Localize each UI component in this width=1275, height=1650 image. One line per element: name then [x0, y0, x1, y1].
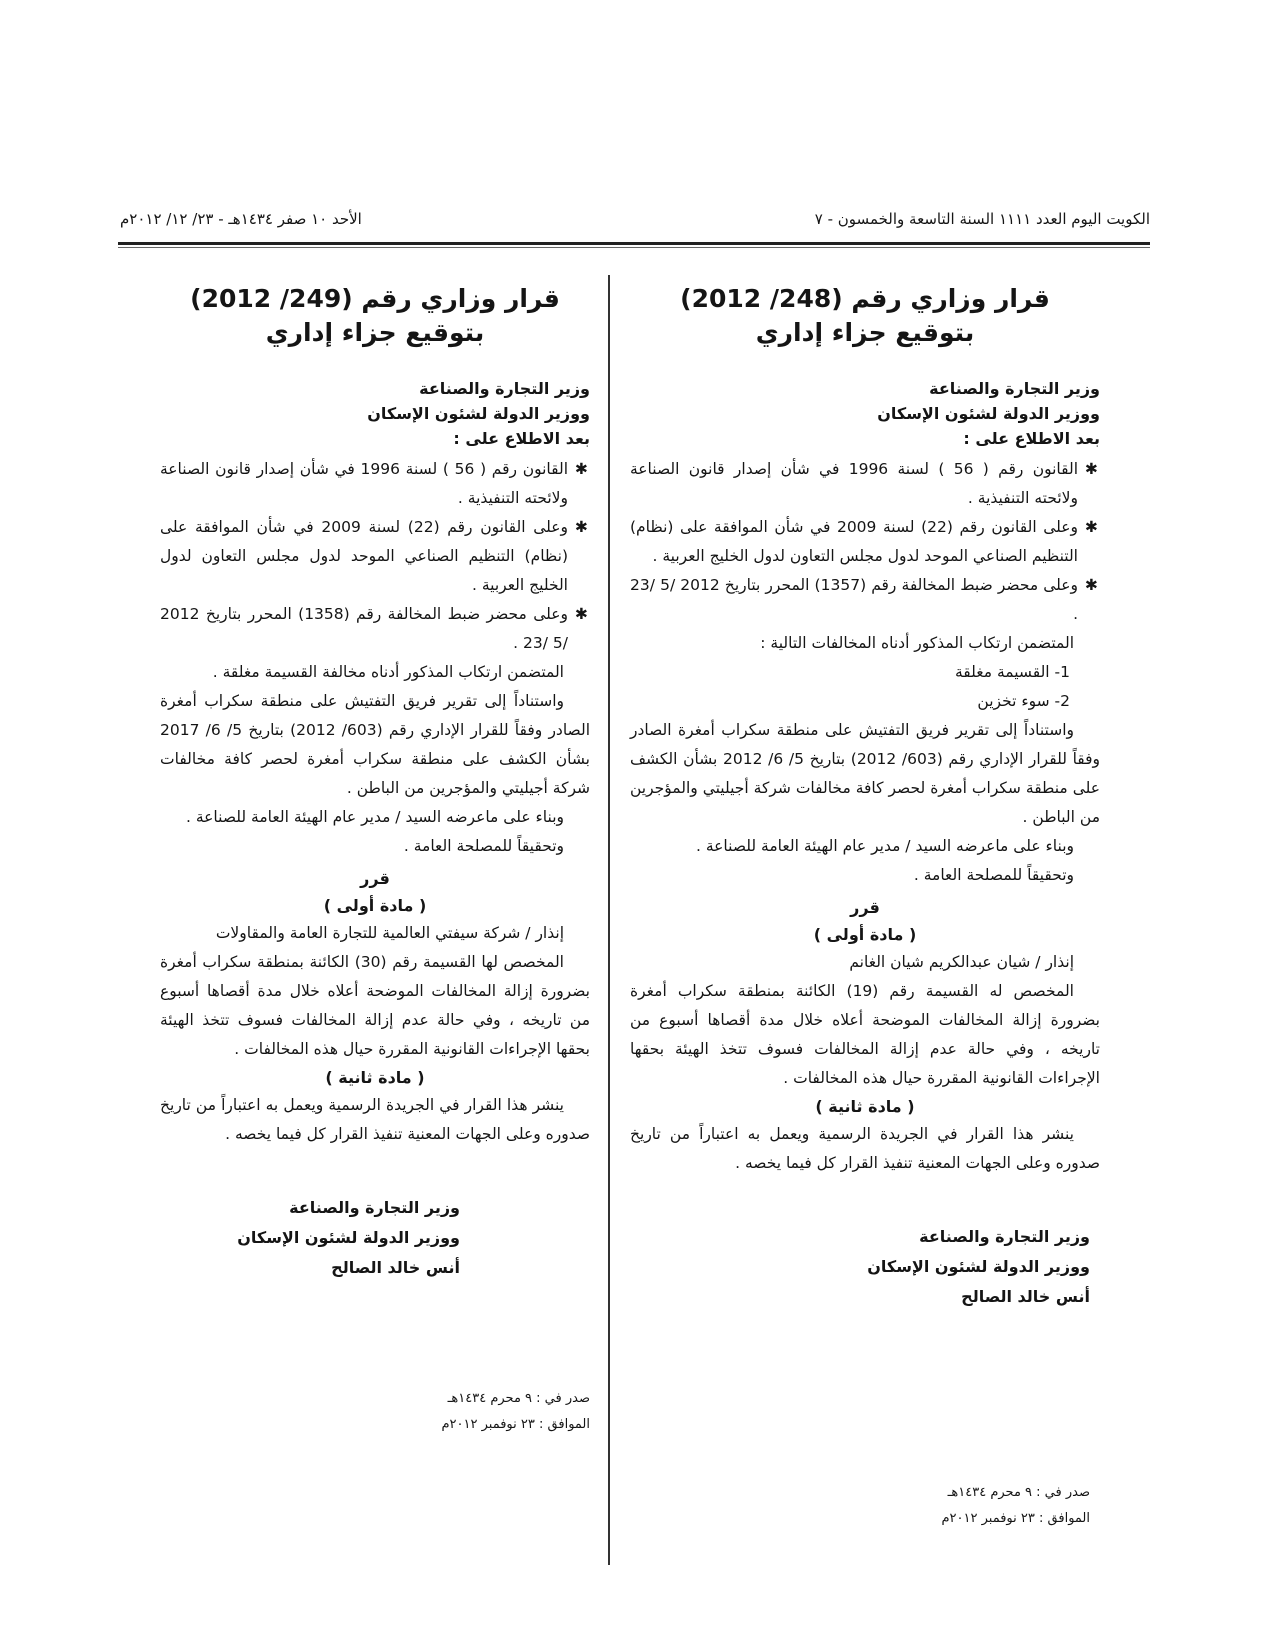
law-text: القانون رقم ( 56 ) لسنة 1996 في شأن إصدار قانون الصناعة ولائحته التنفيذية . — [160, 460, 568, 507]
issue-date-block — [160, 1386, 590, 1438]
violation-item: 2- سوء تخزين — [977, 692, 1070, 710]
violation-item: 1- القسيمة مغلقة — [954, 663, 1070, 681]
law-text: وعلى القانون رقم (22) لسنة 2009 في شأن الموافقة على (نظام) التنظيم الصناعي الموحد لدول مجلس التعاون لدول الخليج العربية . — [630, 518, 1078, 565]
header-date: الأحد ١٠ صفر ١٤٣٤هـ - ٢٣/ ١٢/ ٢٠١٢م — [120, 210, 362, 228]
issued-hijri: صدر في : ٩ محرم ١٤٣٤هـ — [447, 1391, 590, 1406]
preamble: بعد الاطلاع على : — [963, 429, 1100, 448]
decision-subtitle: بتوقيع جزاء إداري — [265, 318, 485, 347]
warning-recipient: إنذار / شركة سيفتي العالمية للتجارة العامة والمقاولات — [215, 924, 564, 942]
law-reference — [630, 571, 1100, 629]
minister-title: وزير التجارة والصناعة — [419, 379, 590, 398]
basis-paragraph: وتحقيقاً للمصلحة العامة . — [403, 837, 564, 855]
law-reference — [630, 455, 1100, 513]
issued-gregorian: الموافق : ٢٣ نوفمبر ٢٠١٢م — [441, 1417, 590, 1432]
minister-title-2: ووزير الدولة لشئون الإسكان — [367, 404, 590, 423]
column-divider — [608, 275, 610, 1565]
basis-paragraph: واستناداً إلى تقرير فريق التفتيش على منطقة سكراب أمغرة الصادر وفقاً للقرار الإداري رقم (603/ 2012) بتاريخ 5/ 6/ 2012 بشأن الكشف على منطقة سكراب أمغرة لحصر كافة مخالفات شركة أجيليتي والمؤجرين من الباطن . — [630, 721, 1101, 826]
bullet-icon: ✱ — [1085, 576, 1098, 594]
basis-paragraph: وتحقيقاً للمصلحة العامة . — [913, 866, 1074, 884]
signatory-title: وزير التجارة والصناعة — [289, 1198, 460, 1217]
decision-title: قرار وزاري رقم (249/ 2012) — [190, 284, 560, 313]
signatory-name: أنس خالد الصالح — [961, 1287, 1090, 1306]
basis-paragraph: واستناداً إلى تقرير فريق التفتيش على منطقة سكراب أمغرة الصادر وفقاً للقرار الإداري رقم (603/ 2012) بتاريخ 5/ 6/ 2017 بشأن الكشف على منطقة سكراب أمغرة لحصر كافة مخالفات شركة أجيليتي والمؤجرين من الباطن . — [160, 692, 591, 797]
publication-clause: ينشر هذا القرار في الجريدة الرسمية ويعمل به اعتباراً من تاريخ صدوره وعلى الجهات المعنية تنفيذ القرار كل فيما يخصه . — [160, 1096, 590, 1143]
publication-clause: ينشر هذا القرار في الجريدة الرسمية ويعمل به اعتباراً من تاريخ صدوره وعلى الجهات المعنية تنفيذ القرار كل فيما يخصه . — [630, 1125, 1100, 1172]
article-heading: ( مادة ثانية ) — [325, 1068, 425, 1087]
law-text: وعلى محضر ضبط المخالفة رقم (1358) المحرر بتاريخ 2012 /5 /23 . — [160, 605, 568, 652]
minister-title: وزير التجارة والصناعة — [929, 379, 1100, 398]
signature-block — [630, 1222, 1100, 1312]
warning-text: المخصص لها القسيمة رقم (30) الكائنة بمنطقة سكراب أمغرة بضرورة إزالة المخالفات الموضحة أعلاه خلال مدة أقصاها أسبوع من تاريخه ، وفي حالة عدم إزالة المخالفات فسوف تتخذ الهيئة بحقها الإجراءات القانونية المقررة حيال هذه المخالفات . — [160, 953, 590, 1058]
article-heading: ( مادة أولى ) — [323, 896, 427, 915]
header-issue-info: الكويت اليوم العدد ١١١١ السنة التاسعة والخمسون - ٧ — [814, 210, 1150, 228]
basis-paragraph: وبناء على ماعرضه السيد / مدير عام الهيئة العامة للصناعة . — [186, 808, 564, 826]
law-reference — [160, 455, 590, 513]
decision-title: قرار وزاري رقم (248/ 2012) — [680, 284, 1050, 313]
page-header — [120, 206, 1150, 236]
law-reference — [630, 513, 1100, 571]
signatory-title-2: ووزير الدولة لشئون الإسكان — [237, 1228, 460, 1247]
basis-paragraph: وبناء على ماعرضه السيد / مدير عام الهيئة العامة للصناعة . — [696, 837, 1074, 855]
decided-heading: قرر — [850, 898, 880, 917]
issued-gregorian: الموافق : ٢٣ نوفمبر ٢٠١٢م — [941, 1511, 1090, 1526]
bullet-icon: ✱ — [575, 518, 588, 536]
decision-249 — [160, 282, 590, 1283]
decision-subtitle: بتوقيع جزاء إداري — [755, 318, 975, 347]
law-text: القانون رقم ( 56 ) لسنة 1996 في شأن إصدار قانون الصناعة ولائحته التنفيذية . — [630, 460, 1078, 507]
signatory-title-2: ووزير الدولة لشئون الإسكان — [867, 1257, 1090, 1276]
issue-date-block — [650, 1480, 1090, 1532]
warning-text: المخصص له القسيمة رقم (19) الكائنة بمنطقة سكراب أمغرة بضرورة إزالة المخالفات الموضحة أعلاه خلال مدة أقصاها أسبوع من تاريخه ، وفي حالة عدم إزالة المخالفات فسوف تتخذ الهيئة بحقها الإجراءات القانونية المقررة حيال هذه المخالفات . — [630, 982, 1100, 1087]
signature-block — [160, 1193, 590, 1283]
preamble: بعد الاطلاع على : — [453, 429, 590, 448]
bullet-icon: ✱ — [1085, 460, 1098, 478]
violations-intro: المتضمن ارتكاب المذكور أدناه مخالفة القسيمة مغلقة . — [212, 663, 564, 681]
violations-intro: المتضمن ارتكاب المذكور أدناه المخالفات التالية : — [760, 634, 1074, 652]
bullet-icon: ✱ — [575, 605, 588, 623]
article-heading: ( مادة ثانية ) — [815, 1097, 915, 1116]
law-text: وعلى القانون رقم (22) لسنة 2009 في شأن الموافقة على (نظام) التنظيم الصناعي الموحد لدول مجلس التعاون لدول الخليج العربية . — [160, 518, 568, 594]
bullet-icon: ✱ — [575, 460, 588, 478]
law-reference — [160, 513, 590, 600]
issued-hijri: صدر في : ٩ محرم ١٤٣٤هـ — [947, 1485, 1090, 1500]
minister-title-2: ووزير الدولة لشئون الإسكان — [877, 404, 1100, 423]
decision-248 — [630, 282, 1100, 1312]
article-heading: ( مادة أولى ) — [813, 925, 917, 944]
signatory-name: أنس خالد الصالح — [331, 1258, 460, 1277]
warning-recipient: إنذار / شيان عبدالكريم شيان الغانم — [849, 953, 1074, 971]
decided-heading: قرر — [360, 869, 390, 888]
signatory-title: وزير التجارة والصناعة — [919, 1227, 1090, 1246]
law-reference — [160, 600, 590, 658]
header-rule — [118, 242, 1150, 245]
bullet-icon: ✱ — [1085, 518, 1098, 536]
law-text: وعلى محضر ضبط المخالفة رقم (1357) المحرر بتاريخ 2012 /5 /23 . — [630, 576, 1079, 623]
header-rule-thin — [118, 247, 1150, 248]
